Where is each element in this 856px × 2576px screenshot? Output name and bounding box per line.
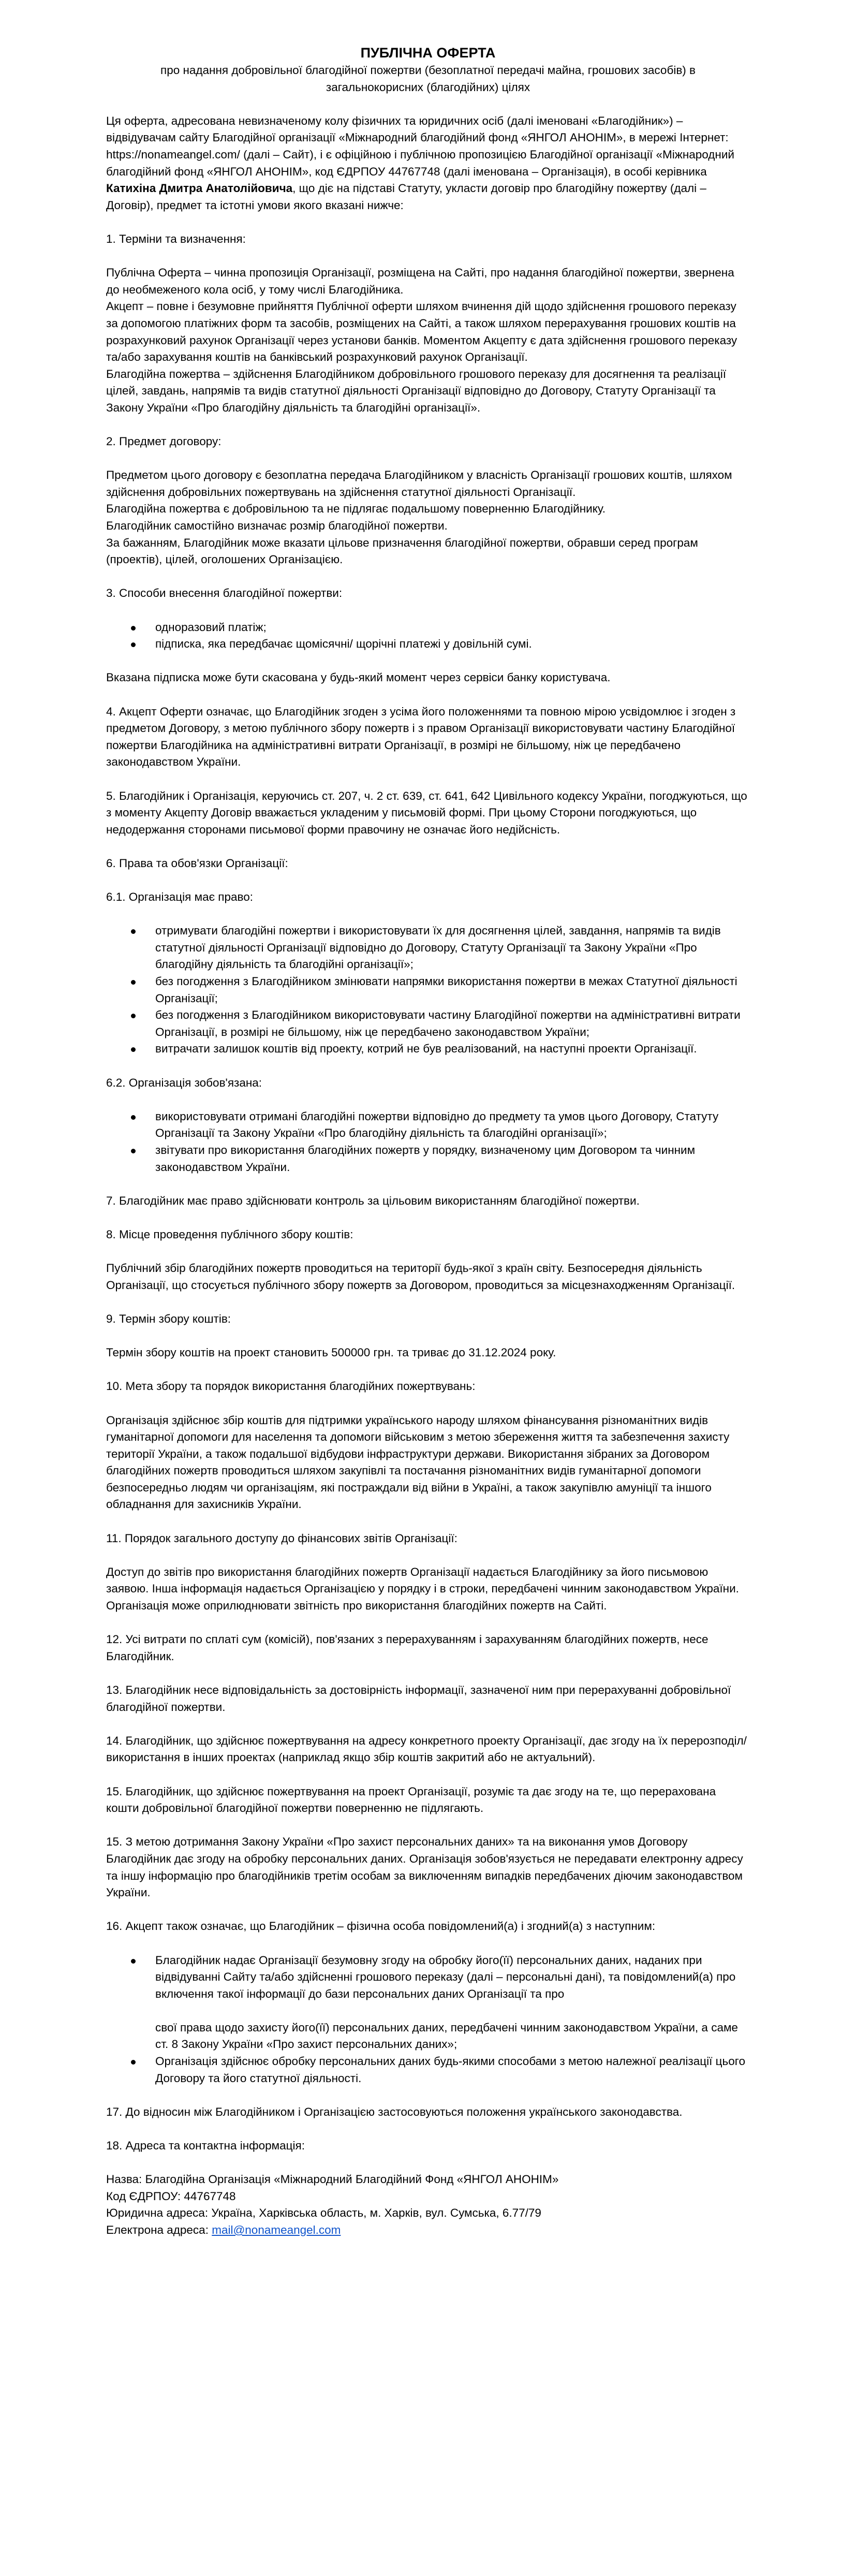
- list-item-text: Благодійник надає Організації безумовну згоду на обробку його(її) персональних даних, наданих при відвідуванні Сайту та/або здійсненні грошового переказу (далі – персональні дані), та повідомлений(а) про включення такої інформації до бази персональних даних Організації та про: [155, 1953, 736, 2000]
- section-10-heading: 10. Мета збору та порядок використання благодійних пожертвувань:: [106, 1380, 476, 1393]
- section-2-line: За бажанням, Благодійник може вказати цільове призначення благодійної пожертви, обравши серед програм (проектів), цілей, оголошених Організацією.: [106, 536, 698, 566]
- list-item-text-continued: свої права щодо захисту його(її) персональних даних, передбачені чинним законодавством України, а саме ст. 8 Закону України «Про захист персональних даних»;: [155, 2021, 738, 2051]
- offer-document: [106, 43, 750, 2239]
- definition-acceptance: Акцепт – повне і безумовне прийняття Публічної оферти шляхом вчинення дій щодо здійснення грошового переказу за допомогою платіжних форм та засобів, розміщених на Сайті, а також шляхом перерахування грошових коштів на розрахунковий рахунок Організації через установи банків. Моментом Акцепту є дата здійснення грошового переказу та/або зарахування коштів на банківський розрахунковий рахунок Організації.: [106, 300, 737, 364]
- list-item: звітувати про використання благодійних пожертв у порядку, визначеному цим Договором та чинним законодавством України.: [155, 1142, 750, 1176]
- director-name: Катихіна Дмитра Анатолійовича: [106, 182, 293, 195]
- intro-text-2: , що діє на підставі Статуту, укласти договір про благодійну пожертву (далі – Договір), предмет та істотні умови якого вказані нижче:: [106, 182, 706, 212]
- document-title: ПУБЛІЧНА ОФЕРТА: [360, 45, 496, 61]
- section-18-heading: 18. Адреса та контактна інформація:: [106, 2139, 305, 2153]
- section-7: 7. Благодійник має право здійснювати контроль за цільовим використанням благодійної пожертви.: [106, 1194, 640, 1207]
- definition-donation: Благодійна пожертва – здійснення Благодійником добровільного грошового переказу для досягнення та реалізації цілей, завдань, напрямів та видів статутної діяльності Організації відповідно до Договору, Статуту Організації та Закону України «Про благодійну діяльність та благодійні організації».: [106, 367, 727, 414]
- section-12: 12. Усі витрати по сплаті сум (комісій), пов'язаних з перерахуванням і зарахуванням благодійних пожертв, несе Благодійник.: [106, 1633, 709, 1663]
- section-15-personal-data: 15. З метою дотримання Закону України «Про захист персональних даних» та на виконання умов Договору Благодійник дає згоду на обробку персональних даних. Організація зобов'язується не передавати електронну адресу та іншу інформацію про благодійників третім особам за виключенням випадків передбачених діючим законодавством України.: [106, 1835, 743, 1899]
- consent-list: [106, 1952, 750, 2087]
- payment-methods-list: [106, 619, 750, 653]
- section-16-heading: 16. Акцепт також означає, що Благодійник – фізична особа повідомлений(а) і згодний(а) з наступним:: [106, 1920, 656, 1933]
- section-5: 5. Благодійник і Організація, керуючись ст. 207, ч. 2 ст. 639, ст. 641, 642 Цивільного кодексу України, погоджуються, що з моменту Акцепту Договір вважається укладеним у письмовій формі. При цьому Сторони погоджуються, що недодержання сторонами письмової форми правочину не означає його недійсність.: [106, 789, 747, 836]
- section-10-text: Організація здійснює збір коштів для підтримки українського народу шляхом фінансування різноманітних видів гуманітарної допомоги для населення та допомоги військовим з метою збереження життя та забезпечення захисту території України, а також подальшої відбудови інфраструктури держави. Використання зібраних за Договором благодійних пожертв проводиться шляхом закупівлі та постачання різноманітних видів гуманітарної допомоги безпосередньо людям чи організаціям, які постраждали від війни в Україні, а також закупівлю амуніції та іншого обладнання для захисників України.: [106, 1413, 730, 1511]
- section-2-line: Благодійна пожертва є добровільною та не підлягає подальшому поверненню Благодійнику.: [106, 502, 606, 516]
- section-3-heading: 3. Способи внесення благодійної пожертви:: [106, 587, 343, 600]
- section-6-1-heading: 6.1. Організація має право:: [106, 890, 253, 904]
- list-item: підписка, яка передбачає щомісячні/ щорічні платежі у довільній сумі.: [155, 636, 750, 653]
- section-2-line: Предметом цього договору є безоплатна передача Благодійником у власність Організації грошових коштів, шляхом здійснення добровільних пожертвувань на здійснення статутної діяльності Організації.: [106, 469, 732, 499]
- section-13: 13. Благодійник несе відповідальність за достовірність інформації, зазначеної ним при перерахуванні добровільної благодійної пожертви.: [106, 1684, 731, 1714]
- rights-list: [106, 923, 750, 1058]
- list-item: використовувати отримані благодійні пожертви відповідно до предмету та умов цього Договору, Статуту Організації та Закону України «Про благодійну діяльність та благодійні організації»;: [155, 1108, 750, 1142]
- list-item: одноразовий платіж;: [155, 619, 750, 636]
- list-item: Організація здійснює обробку персональних даних будь-якими способами з метою належної реалізації цього Договору та його статутної діяльності.: [155, 2053, 750, 2087]
- list-item: [155, 1952, 750, 2054]
- list-item: без погодження з Благодійником змінювати напрямки використання пожертви в межах Статутної діяльності Організації;: [155, 973, 750, 1007]
- email-link[interactable]: mail@nonameangel.com: [212, 2223, 341, 2236]
- document-subtitle: [106, 62, 750, 96]
- list-item: без погодження з Благодійником використовувати частину Благодійної пожертви на адміністративні витрати Організації, в розмірі не більшому, ніж це передбачено законодавством України;: [155, 1007, 750, 1041]
- subtitle-line-1: про надання добровільної благодійної пожертви (безоплатної передачі майна, грошових засобів) в: [160, 64, 696, 77]
- duties-list: [106, 1108, 750, 1176]
- section-11-heading: 11. Порядок загального доступу до фінансових звітів Організації:: [106, 1531, 457, 1545]
- section-4: 4. Акцепт Оферти означає, що Благодійник згоден з усіма його положеннями та повною мірою усвідомлює і згоден з предметом Договору, з метою публічного збору пожертв і з правом Організації використовувати частину Благодійної пожертви Благодійника на адміністративні витрати Організації, в розмірі не більшому, ніж це передбачено законодавством України.: [106, 705, 736, 769]
- email-label: Електрона адреса:: [106, 2223, 212, 2236]
- subscription-note: Вказана підписка може бути скасована у будь-який момент через сервіси банку користувача.: [106, 671, 611, 684]
- contact-address: Юридична адреса: Україна, Харківська область, м. Харків, вул. Сумська, 6.77/79: [106, 2206, 541, 2220]
- section-9-heading: 9. Термін збору коштів:: [106, 1312, 231, 1325]
- contact-email-line: [106, 2222, 750, 2239]
- section-2-heading: 2. Предмет договору:: [106, 435, 222, 448]
- section-14: 14. Благодійник, що здійснює пожертвування на адресу конкретного проекту Організації, дає згоду на їх перерозподіл/використання в інших проектах (наприклад якщо збір коштів закритий або не актуальний).: [106, 1734, 747, 1764]
- section-8-text: Публічний збір благодійних пожертв проводиться на території будь-якої з країн світу. Безпосередня діяльність Організації, що стосується публічного збору пожертв за Договором, проводиться за місцезнаходженням Організації.: [106, 1262, 735, 1292]
- section-11-text: Доступ до звітів про використання благодійних пожертв Організації надається Благодійнику за його письмовою заявою. Інша інформація надається Організацією у порядку і в строки, передбачені чинним законодавством України. Організація може оприлюднювати звітність про використання благодійних пожертв на Сайті.: [106, 1565, 739, 1613]
- section-2-line: Благодійник самостійно визначає розмір благодійної пожертви.: [106, 519, 448, 533]
- list-item: витрачати залишок коштів від проекту, котрий не був реалізований, на наступні проекти Організації.: [155, 1041, 750, 1058]
- definition-public-offer: Публічна Оферта – чинна пропозиція Організації, розміщена на Сайті, про надання благодійної пожертви, звернена до необмеженого кола осіб, у тому числі Благодійника.: [106, 266, 734, 296]
- section-1-heading: 1. Терміни та визначення:: [106, 232, 246, 245]
- list-item: отримувати благодійні пожертви і використовувати їх для досягнення цілей, завдання, напрямів та видів статутної діяльності Організації відповідно до Договору, Статуту Організації та Закону України «Про благодійну діяльність та благодійні організації»;: [155, 923, 750, 973]
- section-15: 15. Благодійник, що здійснює пожертвування на проект Організації, розуміє та дає згоду на те, що перерахована кошти добровільної благодійної пожертви поверненню не підлягають.: [106, 1784, 716, 1815]
- section-6-heading: 6. Права та обов'язки Організації:: [106, 856, 288, 870]
- contact-name: Назва: Благодійна Організація «Міжнародний Благодійний Фонд «ЯНГОЛ АНОНІМ»: [106, 2173, 559, 2186]
- intro-text-1: Ця оферта, адресована невизначеному колу фізичних та юридичних осіб (далі іменовані «Благодійник») – відвідувачам сайту Благодійної організації «Міжнародний благодійний фонд «ЯНГОЛ АНОНІМ», в мережі Інтернет: https://nonameangel.com/ (далі – Сайт), і є офіційною і публічною пропозицією Благодійної організації «Міжнародний благодійний фонд «ЯНГОЛ АНОНІМ», код ЄДРПОУ 44767748 (далі іменована – Організація), в особі керівника: [106, 114, 734, 178]
- subtitle-line-2: загальнокорисних (благодійних) цілях: [326, 80, 530, 94]
- section-8-heading: 8. Місце проведення публічного збору коштів:: [106, 1227, 353, 1241]
- contact-code: Код ЄДРПОУ: 44767748: [106, 2189, 236, 2203]
- section-17: 17. До відносин між Благодійником і Організацією застосовуються положення українського законодавства.: [106, 2105, 683, 2118]
- intro-paragraph: [106, 113, 750, 214]
- section-9-text: Термін збору коштів на проект становить 500000 грн. та триває до 31.12.2024 року.: [106, 1346, 556, 1359]
- section-6-2-heading: 6.2. Організація зобов'язана:: [106, 1076, 262, 1089]
